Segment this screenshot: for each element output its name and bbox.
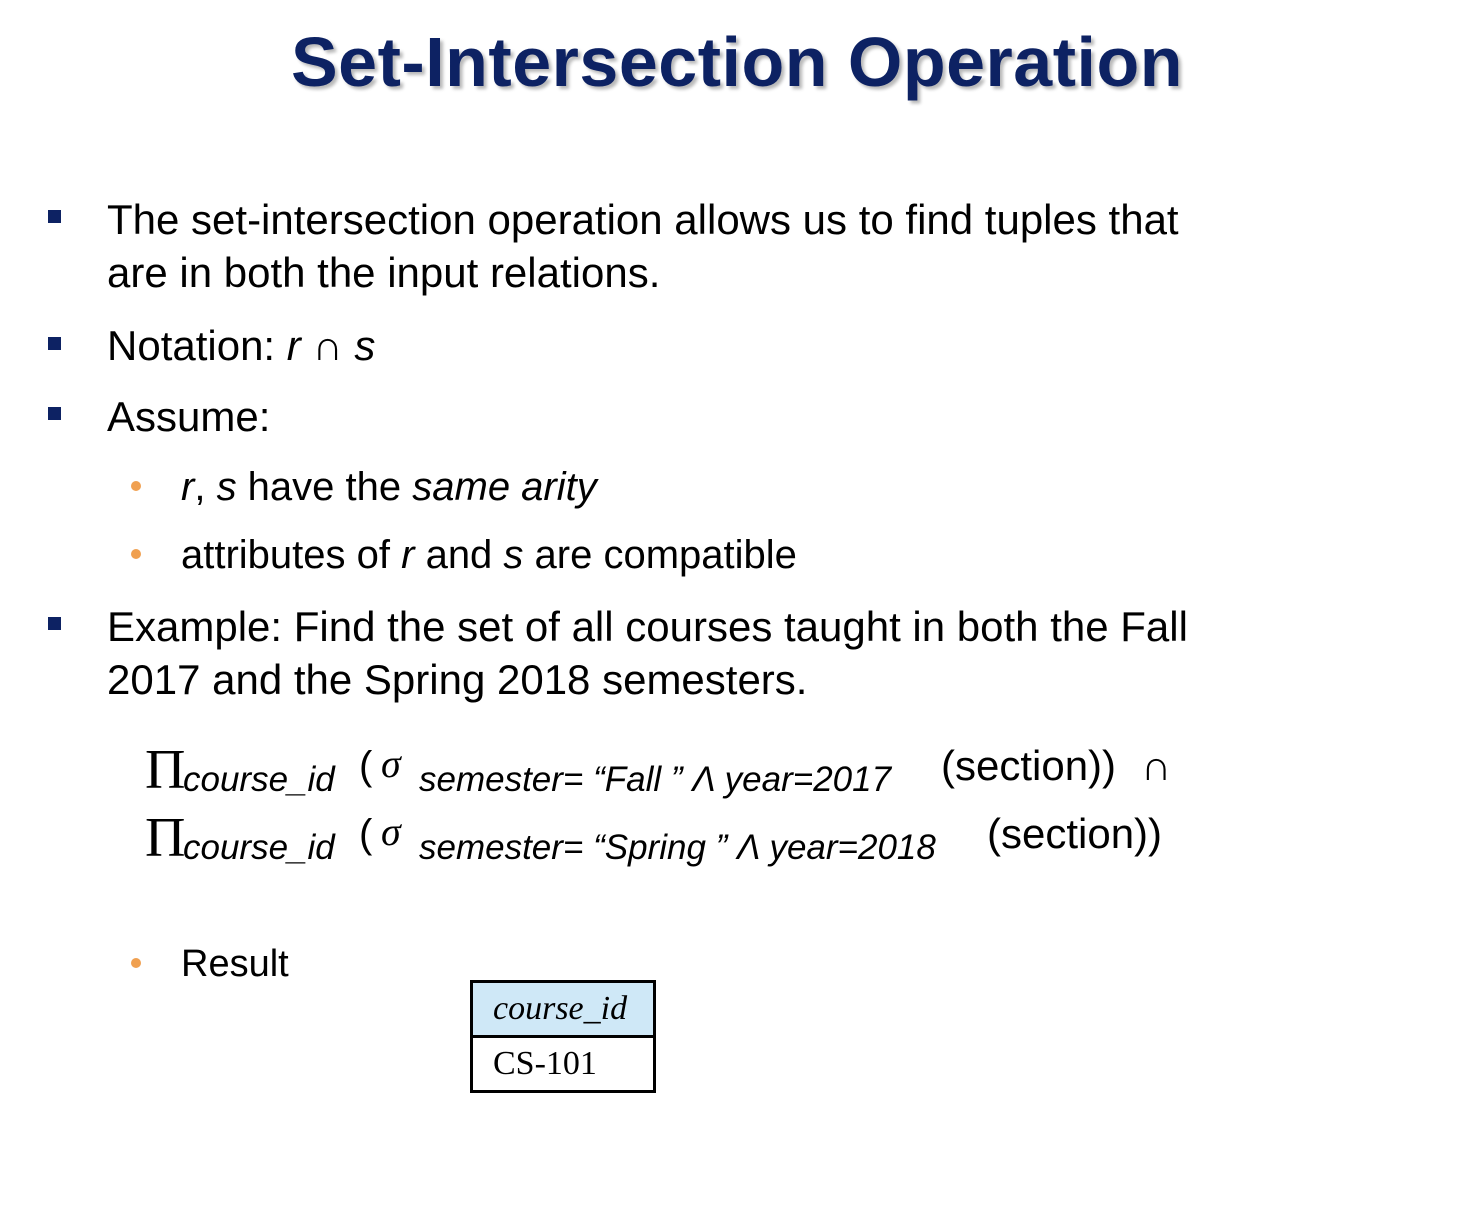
result-table-header: course_id xyxy=(472,982,655,1037)
table-cell: CS-101 xyxy=(472,1037,655,1092)
projection-symbol: Π xyxy=(145,807,186,869)
result-label: Result xyxy=(181,943,289,985)
bullet-marker xyxy=(48,337,61,350)
sub-bullet-arity: r, s have the same arity xyxy=(181,465,597,509)
selection-symbol: σ xyxy=(381,741,401,786)
relation-section: (section)) xyxy=(941,742,1117,789)
relation-s: s xyxy=(354,322,376,369)
relation-r: r xyxy=(286,322,301,369)
intersect-symbol: ∩ xyxy=(300,322,355,369)
intersect-operator: ∩ xyxy=(1141,742,1172,789)
sub-bullet-marker xyxy=(131,481,141,491)
selection-condition-spring: semester= “Spring ” Λ year=2018 xyxy=(419,828,936,867)
assume-label: Assume: xyxy=(107,393,271,440)
bullet-marker xyxy=(48,407,61,420)
notation-line xyxy=(107,319,375,372)
open-paren: ( xyxy=(359,744,373,788)
sub-bullet-marker xyxy=(131,549,141,559)
projection-symbol: Π xyxy=(145,739,186,801)
bullet-marker xyxy=(48,210,61,223)
page-title: Set-Intersection Operation xyxy=(290,23,1184,101)
table-row xyxy=(472,1037,655,1092)
bullet-text-1b: are in both the input relations. xyxy=(107,249,661,296)
projection-attribute: course_id xyxy=(183,828,335,867)
sub-bullet-compatible: attributes of r and s are compatible xyxy=(181,533,797,577)
result-table xyxy=(470,980,656,1093)
bullet-marker xyxy=(48,617,61,630)
sub-bullet-marker xyxy=(131,958,141,968)
selection-condition-fall: semester= “Fall ” Λ year=2017 xyxy=(419,760,892,799)
notation-label: Notation: xyxy=(107,322,287,369)
bullet-text-1a: The set-intersection operation allows us to find tuples that xyxy=(107,196,1179,243)
example-text-a: Example: Find the set of all courses taught in both the Fall xyxy=(107,603,1188,650)
projection-attribute: course_id xyxy=(183,760,335,799)
selection-symbol: σ xyxy=(381,809,401,854)
example-text-b: 2017 and the Spring 2018 semesters. xyxy=(107,656,808,703)
open-paren: ( xyxy=(359,812,373,856)
relation-section: (section)) xyxy=(987,810,1163,857)
